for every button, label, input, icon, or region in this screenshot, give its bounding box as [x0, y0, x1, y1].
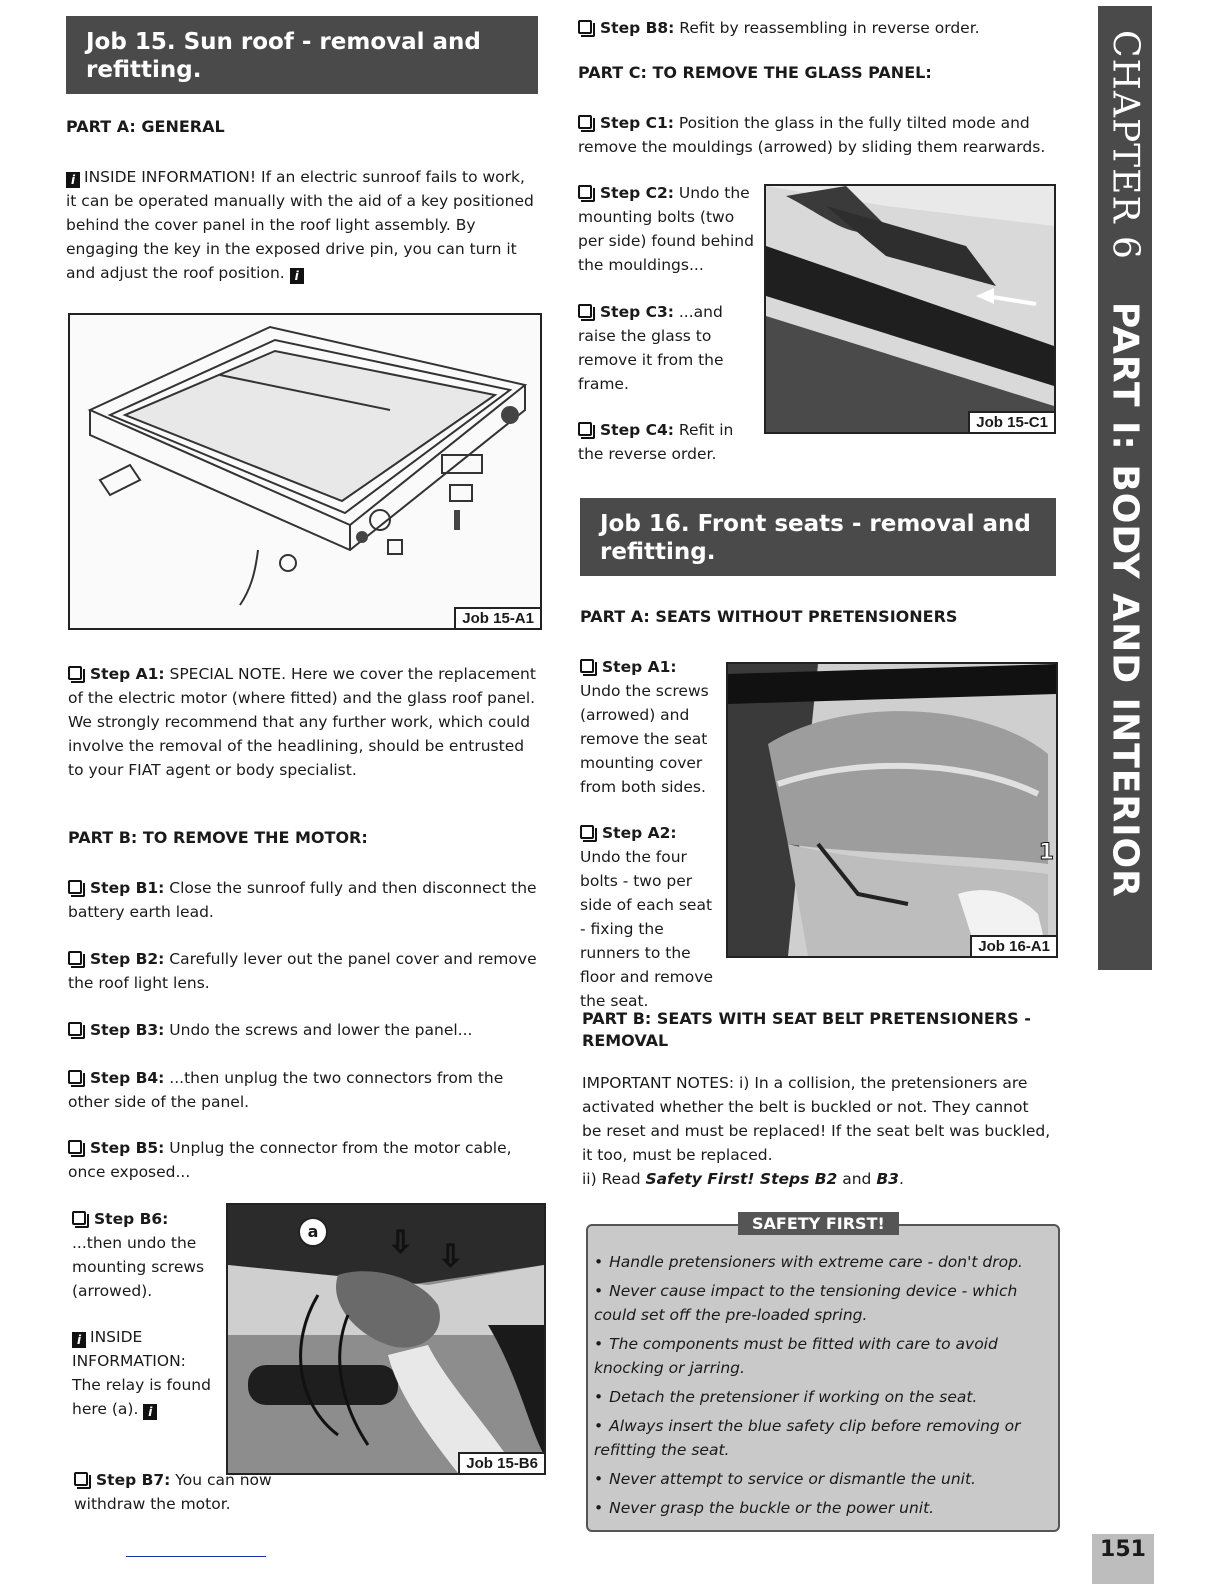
step-label: Step B1: — [90, 879, 165, 897]
job16-partA-heading: PART A: SEATS WITHOUT PRETENSIONERS — [580, 607, 958, 626]
step-label: Step B2: — [90, 950, 165, 968]
notes-ii-prefix: ii) Read — [582, 1170, 646, 1188]
step-label: Step B6: — [94, 1210, 169, 1228]
inside-information-end-icon: i — [290, 268, 304, 284]
marker-1 — [1039, 840, 1054, 865]
figure-label-job15-c1: Job 15-C1 — [968, 411, 1054, 432]
checkbox-icon[interactable] — [578, 422, 592, 436]
job15-step-b4 — [68, 1066, 540, 1114]
job16-step-a2 — [580, 821, 720, 1013]
job15-title — [66, 16, 538, 94]
step-text: ...then unplug the two connectors from the other side of the panel. — [68, 1069, 504, 1111]
job16-title-text: Job 16. Front seats - removal and refitting. — [600, 511, 1031, 565]
checkbox-icon[interactable] — [68, 1070, 82, 1084]
footer-rule — [126, 1556, 266, 1557]
job15-step-a1 — [68, 662, 540, 782]
checkbox-icon[interactable] — [68, 666, 82, 680]
seat-photo — [728, 664, 1056, 956]
step-label: Step C4: — [600, 421, 674, 439]
figure-job15-a1 — [68, 313, 542, 630]
relay-marker-a — [298, 1217, 328, 1247]
step-text: Unplug the connector from the motor cable, once exposed... — [68, 1139, 512, 1181]
notes-ii-ref: Safety First! Steps B2 — [645, 1170, 838, 1188]
job15-step-b5 — [68, 1136, 540, 1184]
step-label: Step B5: — [90, 1139, 165, 1157]
page-number-text: 151 — [1100, 1537, 1146, 1562]
step-label: Step A1: — [602, 658, 677, 676]
motor-photo — [228, 1205, 544, 1473]
safety-item: • Always insert the blue safety clip before removing or refitting the seat. — [594, 1414, 1048, 1462]
job15-step-c1 — [578, 111, 1056, 159]
step-label: Step A1: — [90, 665, 165, 683]
chapter-label: CHAPTER 6 — [1104, 30, 1146, 260]
checkbox-icon[interactable] — [578, 20, 592, 34]
job15-step-b8 — [578, 16, 1058, 40]
figure-label-job15-a1: Job 15-A1 — [454, 607, 540, 628]
job15-partB-heading: PART B: TO REMOVE THE MOTOR: — [68, 828, 368, 847]
job15-b6-inside-info — [72, 1325, 212, 1421]
step-label: Step C2: — [600, 184, 674, 202]
safety-item: • Detach the pretensioner if working on the seat. — [594, 1385, 1048, 1409]
checkbox-icon[interactable] — [68, 1022, 82, 1036]
notes-ii-b3: B3 — [876, 1170, 899, 1188]
figure-job15-b6 — [226, 1203, 546, 1475]
inside-info-label: INSIDE INFORMATION! — [84, 168, 257, 186]
inside-information-end-icon: i — [143, 1404, 157, 1420]
step-label: Step B4: — [90, 1069, 165, 1087]
inside-information-icon: i — [66, 172, 80, 188]
job15-step-c3 — [578, 300, 756, 396]
job16-step-a1 — [580, 655, 720, 799]
job15-step-b3 — [68, 1018, 540, 1042]
step-text: Undo the mounting bolts (two per side) found behind the mouldings... — [578, 184, 754, 274]
checkbox-icon[interactable] — [578, 185, 592, 199]
figure-label-job15-b6: Job 15-B6 — [458, 1452, 544, 1473]
step-label: Step B7: — [96, 1471, 171, 1489]
chapter-sidebar-text — [1105, 30, 1146, 898]
job16-title — [580, 498, 1056, 576]
page-number — [1092, 1534, 1154, 1584]
step-text: Carefully lever out the panel cover and remove the roof light lens. — [68, 950, 537, 992]
safety-item: • The components must be fitted with care to avoid knocking or jarring. — [594, 1332, 1048, 1380]
job16-important-notes — [582, 1071, 1052, 1191]
step-text: Undo the screws and lower the panel... — [164, 1021, 473, 1039]
marker-1-text: 1 — [1038, 840, 1054, 865]
notes-ii-and: and — [837, 1170, 877, 1188]
safety-item: • Never grasp the buckle or the power unit. — [594, 1496, 1048, 1520]
inside-info-text: The relay is found here (a). — [72, 1376, 211, 1418]
inside-info-text: If an electric sunroof fails to work, it can be operated manually with the aid of a key positioned behind the cover panel in the roof light assembly. By engaging the key in the exposed drive pin, you can turn it and adjust the roof position. — [66, 168, 534, 282]
safety-item: • Handle pretensioners with extreme care - don't drop. — [594, 1250, 1048, 1274]
checkbox-icon[interactable] — [580, 825, 594, 839]
checkbox-icon[interactable] — [68, 951, 82, 965]
job15-step-c4 — [578, 418, 756, 466]
safety-first-box — [586, 1214, 1060, 1532]
safety-first-title: SAFETY FIRST! — [738, 1212, 899, 1235]
inside-info-label: INSIDE INFORMATION: — [72, 1328, 186, 1370]
figure-job15-c1 — [764, 184, 1056, 434]
step-text: Close the sunroof fully and then disconnect the battery earth lead. — [68, 879, 537, 921]
step-text: Position the glass in the fully tilted mode and remove the mouldings (arrowed) by sliding them rearwards. — [578, 114, 1046, 156]
step-label: Step C1: — [600, 114, 674, 132]
arrow-down-icon: ⇩ — [438, 1239, 464, 1274]
checkbox-icon[interactable] — [74, 1472, 88, 1486]
checkbox-icon[interactable] — [578, 115, 592, 129]
checkbox-icon[interactable] — [578, 304, 592, 318]
safety-item: • Never cause impact to the tensioning device - which could set off the pre-loaded spring. — [594, 1279, 1048, 1327]
checkbox-icon[interactable] — [72, 1211, 86, 1225]
checkbox-icon[interactable] — [68, 1140, 82, 1154]
job15-step-c2 — [578, 181, 756, 277]
step-text: Refit by reassembling in reverse order. — [674, 19, 980, 37]
notes-text: IMPORTANT NOTES: i) In a collision, the pretensioners are activated whether the belt is buckled or not. They cannot be reset and must be replaced! If the seat belt was buckled, it too, must be replaced. — [582, 1074, 1051, 1164]
job15-step-b2 — [68, 947, 540, 995]
job15-partC-heading: PART C: TO REMOVE THE GLASS PANEL: — [578, 63, 932, 82]
job15-partA-heading: PART A: GENERAL — [66, 117, 225, 136]
notes-ii-end: . — [898, 1170, 904, 1188]
step-text: Undo the four bolts - two per side of each seat - fixing the runners to the floor and remove the seat. — [580, 848, 713, 1010]
glass-panel-photo — [766, 186, 1054, 432]
job15-inside-info — [66, 165, 536, 285]
step-text: ...and raise the glass to remove it from the frame. — [578, 303, 724, 393]
step-text: You can now withdraw the motor. — [74, 1471, 272, 1513]
job16-partB-heading: PART B: SEATS WITH SEAT BELT PRETENSIONERS - REMOVAL — [582, 1009, 1031, 1050]
step-label: Step C3: — [600, 303, 674, 321]
safety-item: • Never attempt to service or dismantle the unit. — [594, 1467, 1048, 1491]
chapter-sidebar — [1098, 6, 1152, 970]
step-label: Step B3: — [90, 1021, 165, 1039]
checkbox-icon[interactable] — [580, 659, 594, 673]
relay-marker-letter: a — [307, 1222, 319, 1241]
inside-information-icon: i — [72, 1332, 86, 1348]
figure-label-job16-a1: Job 16-A1 — [970, 935, 1056, 956]
arrow-down-icon: ⇩ — [388, 1225, 414, 1260]
checkbox-icon[interactable] — [68, 880, 82, 894]
step-text: ...then undo the mounting screws (arrowed). — [72, 1234, 205, 1300]
step-label: Step B8: — [600, 19, 675, 37]
figure-job16-a1 — [726, 662, 1058, 958]
job15-step-b1 — [68, 876, 540, 924]
job15-step-b6 — [72, 1207, 212, 1303]
part-label: PART I: BODY AND INTERIOR — [1104, 301, 1146, 898]
safety-list — [588, 1226, 1058, 1520]
job15-step-b7 — [74, 1468, 334, 1516]
step-text: Refit in the reverse order. — [578, 421, 734, 463]
job15-title-text: Job 15. Sun roof - removal and refitting. — [86, 29, 481, 83]
step-label: Step A2: — [602, 824, 677, 842]
sunroof-exploded-drawing — [70, 315, 540, 628]
step-text: Undo the screws (arrowed) and remove the seat mounting cover from both sides. — [580, 682, 709, 796]
step-text: SPECIAL NOTE. Here we cover the replacement of the electric motor (where fitted) and the glass roof panel. We strongly recommend that any further work, which could involve the removal of the headlining, should be entrusted to your FIAT agent or body specialist. — [68, 665, 536, 779]
